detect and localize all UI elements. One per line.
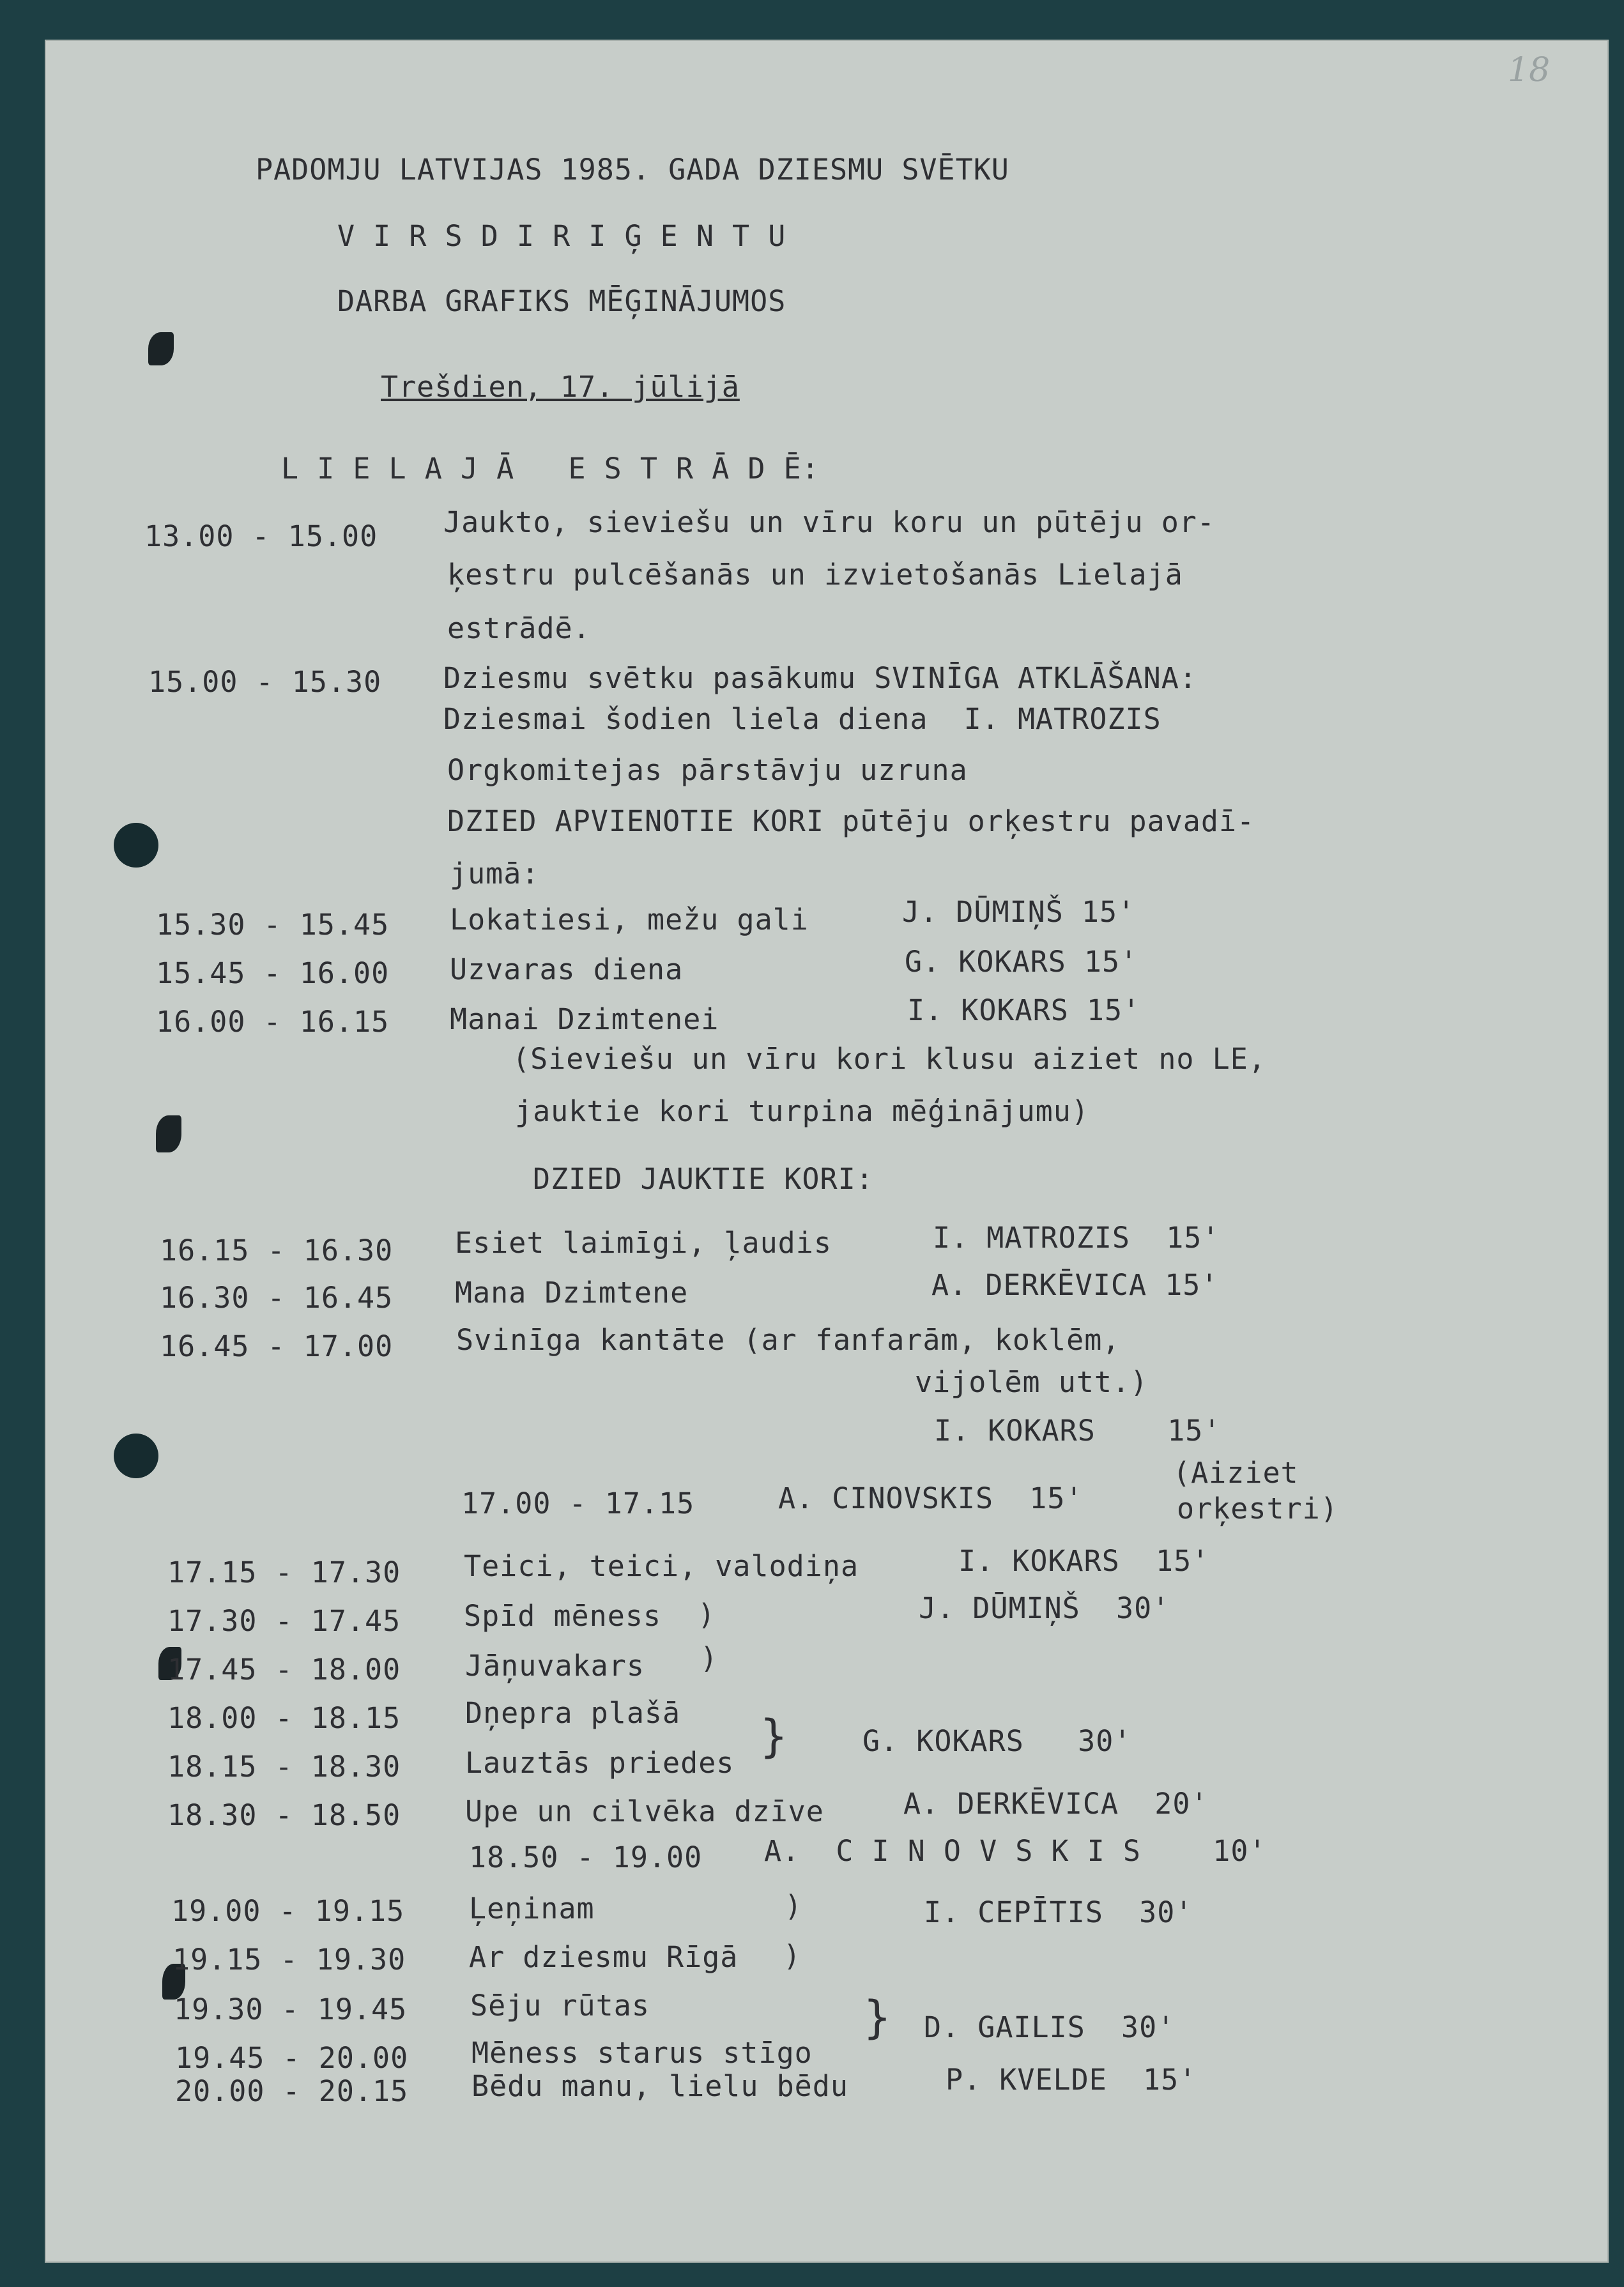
song-title: Bēdu manu, lielu bēdu [471,2069,848,2103]
song-title: Mana Dzimtene [455,1276,689,1310]
paper-tear [156,1115,181,1152]
schedule-text: estrādē. [447,611,591,645]
time-slot: 18.15 - 18.30 [167,1750,401,1784]
time-slot: 18.30 - 18.50 [167,1798,401,1832]
time-slot: 19.30 - 19.45 [174,1993,408,2026]
conductor: I. CEPĪTIS 30' [924,1895,1193,1929]
conductor: A. CINOVSKIS 15' [778,1481,1084,1515]
schedule-text: Orgkomitejas pārstāvju uzruna [447,753,968,787]
song-title: Ļeņinam [469,1892,595,1925]
song-title: Spīd mēness [464,1599,662,1633]
conductor: A. C I N O V S K I S 10' [764,1834,1267,1868]
song-title: Sēju rūtas [470,1989,650,2023]
song-title: Esiet laimīgi, ļaudis [455,1226,832,1260]
punch-hole [114,823,158,868]
song-title: Ar dziesmu Rīgā [469,1940,739,1974]
schedule-text: Jaukto, sieviešu un vīru koru un pūtēju or- [443,505,1215,539]
time-slot: 16.30 - 16.45 [160,1281,394,1315]
song-title: Dņepra plašā [465,1696,681,1730]
conductor: I. KOKARS 15' [907,993,1141,1027]
song-title: Mēness starus stīgo [471,2036,813,2070]
note: jauktie kori turpina mēģinājumu) [515,1094,1089,1128]
schedule-text: DZIED APVIENOTIE KORI pūtēju orķestru pavadī- [447,804,1255,838]
time-slot: 16.00 - 16.15 [156,1005,390,1039]
time-slot: 16.45 - 17.00 [160,1329,394,1363]
time-slot: 13.00 - 15.00 [144,519,378,553]
conductor: J. DŪMIŅŠ 30' [919,1591,1170,1625]
schedule-text: Dziesmu svētku pasākumu SVINĪGA ATKLĀŠANA: [443,661,1197,695]
bracket: ) [700,1641,719,1675]
time-slot: 18.00 - 18.15 [167,1701,401,1735]
time-slot: 17.30 - 17.45 [167,1604,401,1638]
bracket: ) [698,1598,716,1632]
schedule-text: Dziesmai šodien liela diena I. MATROZIS [443,702,1161,736]
song-title: Svinīga kantāte (ar fanfarām, koklēm, [456,1323,1121,1357]
time-slot: 16.15 - 16.30 [160,1234,394,1267]
paper-tear [148,332,174,365]
song-title: Jāņuvakars [465,1649,645,1683]
schedule-text: ķestru pulcēšanās un izvietošanās Lielajā [447,558,1183,592]
punch-hole [114,1434,158,1478]
note: (Sieviešu un vīru kori klusu aiziet no LE, [512,1042,1266,1076]
time-slot: 15.00 - 15.30 [148,665,382,699]
conductor: D. GAILIS 30' [924,2010,1176,2044]
bracket: ) [785,1889,803,1923]
conductor: I. KOKARS 15' [934,1414,1222,1448]
bracket: } [760,1710,788,1763]
note: orķestri) [1177,1492,1338,1526]
page-number-mark: 18 [1508,51,1551,89]
time-slot: 19.15 - 19.30 [172,1943,406,1977]
conductor: A. DERKĒVICA 15' [931,1268,1219,1302]
bracket: ) [783,1939,802,1973]
time-slot: 17.00 - 17.15 [461,1487,695,1520]
venue-heading: L I E L A J Ā E S T R Ā D Ē: [281,452,820,486]
conductor: P. KVELDE 15' [946,2063,1197,2097]
time-slot: 19.45 - 20.00 [175,2041,409,2075]
song-title: Upe un cilvēka dzīve [465,1794,824,1828]
song-title: Lauztās priedes [465,1746,735,1780]
song-title-continued: vijolēm utt.) [915,1365,1149,1399]
note: (Aiziet [1173,1456,1299,1490]
heading-line-3: DARBA GRAFIKS MĒĢINĀJUMOS [337,284,786,318]
time-slot: 20.00 - 20.15 [175,2074,409,2108]
conductor: I. MATROZIS 15' [933,1221,1220,1255]
time-slot: 17.15 - 17.30 [167,1556,401,1589]
conductor: G. KOKARS 15' [905,945,1138,979]
heading-line-2: V I R S D I R I Ģ E N T U [337,219,786,253]
conductor: J. DŪMIŅŠ 15' [902,895,1136,929]
schedule-text: jumā: [450,857,540,891]
song-title: Lokatiesi, mežu gali [450,903,809,937]
heading-line-1: PADOMJU LATVIJAS 1985. GADA DZIESMU SVĒTKU [256,153,1009,187]
conductor: A. DERKĒVICA 20' [903,1787,1209,1821]
bracket: } [864,1991,892,2044]
section-heading: DZIED JAUKTIE KORI: [533,1162,874,1196]
song-title: Uzvaras diena [450,952,684,986]
time-slot: 17.45 - 18.00 [167,1653,401,1687]
conductor: G. KOKARS 30' [862,1724,1132,1758]
song-title: Manai Dzimtenei [450,1002,719,1036]
date-heading: Trešdien, 17. jūlijā [381,370,740,404]
document-page [45,40,1609,2263]
conductor: I. KOKARS 15' [958,1544,1210,1578]
time-slot: 18.50 - 19.00 [469,1840,703,1874]
time-slot: 15.30 - 15.45 [156,908,390,942]
song-title: Teici, teici, valodiņa [464,1549,859,1583]
time-slot: 19.00 - 19.15 [171,1894,405,1928]
time-slot: 15.45 - 16.00 [156,956,390,990]
